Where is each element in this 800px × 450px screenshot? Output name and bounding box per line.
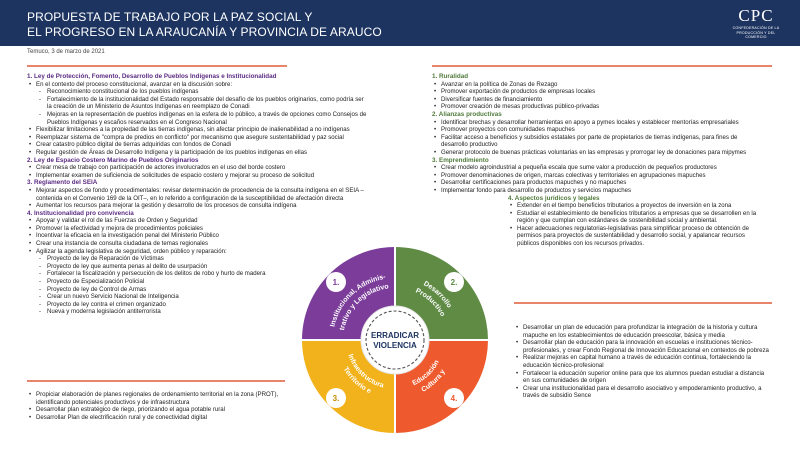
sub-list-item: - Fortalecer la fiscalización y persecución de los delitos de robo y hurto de madera [27,270,292,278]
divider-left-bottom [27,380,285,382]
culture-list [514,324,772,400]
header-bar [0,0,800,46]
list-item: • Apoyar y validar el rol de las Fuerzas de Orden y Seguridad [27,217,292,225]
list-item: • Identificar brechas y desarrollar herramientas en apoyo a pymes locales y establecer mentorías empresariales [432,119,760,127]
right-section-list-4 [508,202,760,248]
sub-list-item: - Crear un nuevo Servicio Nacional de Inteligencia [27,293,292,301]
divider-left-top [27,65,287,67]
wheel-q1-label-1: Institucional, Adminis- [329,273,387,328]
territory-list [27,391,292,421]
wheel-q3-number: 3. [332,394,340,403]
list-item: • Implementar fondo para desarrollo de productos y servicios mapuches [432,187,760,195]
right-section-4 [432,195,760,248]
strategy-wheel [300,245,490,435]
sub-list-item: - Fortalecimiento de la institucionalidad del Estado responsable del desafío de los pueblos originarios, como podría ser la creación de un Ministerio de Asuntos Indígenas en reemplazo de Conadi [27,96,367,111]
title-line-2: EL PROGRESO EN LA ARAUCANÍA Y PROVINCIA DE ARAUCO [27,25,382,39]
list-item: • Generar protocolo de buenas prácticas voluntarias en las empresas y prorrogar ley de donaciones para mipymes [432,149,760,157]
sub-list-item: - Proyecto de Especialización Policial [27,278,292,286]
wheel-q1-label-2: trativo y Legislativo [338,283,390,332]
wheel-q4-number: 4. [450,394,458,403]
right-section-title-1: 1. Ruralidad [432,73,469,80]
wheel-q3-label-2: Infraestructura [346,353,385,390]
culture-panel [514,324,772,400]
list-item: • Desarrollar un plan de educación para profundizar la integración de la historia y cultura mapuche en los establecimientos de educación preescolar, básica y media [514,324,772,339]
list-item: • Desarrollar certificaciones para productos mapuches y no mapuches [432,179,760,187]
list-item: • Facilitar acceso a beneficios y subsidios estatales por parte de propietarios de tierras indígenas, para fines de desarrollo productivo [432,134,760,149]
section-list-1 [27,81,367,157]
divider-right-top [432,65,772,67]
wheel-q4-label-1: Cultura y [420,368,447,394]
sub-list-item: - Proyecto de ley de Reparación de Víctimas [27,255,292,263]
sub-list-item: - Proyecto de ley de Control de Armas [27,286,292,294]
list-item: • Desarrollar plan estratégico de riego, priorizando el agua potable rural [27,406,292,414]
right-section-list-1 [432,81,760,111]
list-item: • Reemplazar sistema de "compra de predios en conflicto" por mecanismo que asegure sustentabilidad y paz social [27,134,367,142]
sub-list-item: - Reconocimiento constitucional de los pueblos indígenas [27,88,367,96]
right-panel [432,73,760,248]
wheel-q2-number: 2. [450,278,458,287]
list-item: • Mejorar aspectos de fondo y procedimentales: revisar determinación de procedencia de la consulta indígena en el SEIA –contenida en el Convenio 169 de la OIT–, en lo referido a configuración de la susceptibilidad de afectación directa [27,187,367,202]
list-item: • Promover exportación de productos de empresas locales [432,88,760,96]
list-item: • Crear una instancia de consulta ciudadana de temas regionales [27,240,292,248]
page-title [27,10,382,40]
logo-subtitle: CONFEDERACIÓN DE LA PRODUCCIÓN Y DEL COMERCIO [732,26,780,39]
list-item: • Crear modelo agroindustrial a pequeña escala que sume valor a producción de pequeños productores [432,164,760,172]
list-item: • Incentivar la eficacia en la investigación penal del Ministerio Público [27,232,292,240]
list-item: • Promover denominaciones de origen, marcas colectivas y territoriales en agrupaciones mapuches [432,172,760,180]
section-list-2 [27,164,367,179]
divider-right-mid [514,302,772,304]
wheel-center-line-1: ERRADICAR [371,331,419,340]
list-item: • Regular gestión de Áreas de Desarrollo Indígena y la participación de los pueblos indígenas en ellas [27,149,367,157]
sub-list-item: - Proyecto de ley contra el crimen organizado [27,301,292,309]
wheel-q4-label-2: Educación [411,359,441,388]
list-item: • Promover proyectos con comunidades mapuches [432,126,760,134]
list-item: • Propiciar elaboración de planes regionales de ordenamiento territorial en la zona (PROT), identificando potenciales productivos y de infraestructura [27,391,292,406]
list-item: • Crear una institucionalidad para el desarrollo asociativo y empoderamiento productivo, a través de subsidio Sence [514,385,772,400]
wheel-q3-label-1: Territorio e [341,366,372,396]
right-section-title-3: 3. Emprendimiento [432,156,489,164]
section-title-1: 1. Ley de Protección, Fomento, Desarrollo de Pueblos Indígenas e Institucionalidad [27,73,277,80]
list-item: • Hacer adecuaciones regulatorias-legislativas para simplificar proceso de obtención de permisos para proyectos de sustentabilidad y desarrollo social, y apalancar recursos públicos disponibles con los recursos privados. [508,225,760,248]
right-section-list-2 [432,119,760,157]
section-title-3: 3. Reglamento del SEIA [27,179,98,187]
list-item: • En el contexto del proceso constitucional, avanzar en la discusión sobre: [27,81,367,89]
logo-mark: CPC [738,6,774,25]
territory-panel [27,391,292,421]
list-item: • Agilizar la agenda legislativa de seguridad, orden público y reparación: [27,248,292,256]
list-item: • Crear catastro público digital de tierras adquiridas con fondos de Conadi [27,141,367,149]
sub-list-item: - Nueva y moderna legislación antiterrorista [27,308,292,316]
list-item: • Fortalecer la educación superior online para que los alumnos puedan estudiar a distancia en sus comunidades de origen [514,370,772,385]
list-item: • Avanzar en la política de Zonas de Rezago [432,81,760,89]
list-item: • Estudiar el establecimiento de beneficios tributarios a empresas que se desarrollen en la región y que cumplan con estándares de sostenibilidad social y ambiental. [508,210,760,225]
right-section-title-2: 2. Alianzas productivas [432,110,502,118]
section-title-2: 2. Ley de Espacio Costero Marino de Pueblos Originarios [27,156,199,164]
list-item: • Implementar examen de suficiencia de solicitudes de espacio costero y mejorar su proceso de solicitud [27,172,367,180]
section-list-4 [27,217,292,316]
cpc-logo [728,7,784,40]
list-item: • Realizar mejoras en capital humano a través de educación continua, fortaleciendo la educación técnico-profesional [514,354,772,369]
wheel-q2-label-2: Productivo [414,287,446,318]
list-item: • Extender en el tiempo beneficios tributarios a proyectos de inversión en la zona [508,202,760,210]
document-date: Temuco, 3 de marzo de 2021 [27,49,105,55]
list-item: • Promover creación de mesas productivas público-privadas [432,103,760,111]
list-item: • Desarrollar Plan de electrificación rural y de conectividad digital [27,414,292,422]
list-item: • Promover la efectividad y mejora de procedimientos policiales [27,225,292,233]
wheel-center-line-2: VIOLENCIA [373,341,417,350]
list-item: • Crear mesa de trabajo con participación de actores involucrados en el uso del borde costero [27,164,367,172]
section-list-3 [27,187,367,210]
right-section-list-3 [432,164,760,194]
list-item: • Flexibilizar limitaciones a la propiedad de las tierras indígenas, sin afectar principio de inalienabilidad a no indígenas [27,126,367,134]
wheel-q2-label-1: Desarrollo [422,280,453,310]
sub-list-item: - Mejoras en la representación de pueblos indígenas en la esfera de lo público, a través de opciones como Consejos de Pueblos Indígenas y escaños reservados en el Congreso Nacional [27,111,367,126]
list-item: • Aumentar los recursos para mejorar la gestión y desarrollo de los procesos de consulta indígena [27,202,367,210]
list-item: • Diversificar fuentes de financiamiento [432,96,760,104]
list-item: • Desarrollar plan de educación para la innovación en escuelas e instituciones técnico-profesionales, y crear Fondo Regional de Innovación Educacional en contextos de pobreza [514,339,772,354]
title-line-1: PROPUESTA DE TRABAJO POR LA PAZ SOCIAL Y [27,10,313,24]
right-section-title-4: 4. Aspectos jurídicos y legales [508,194,600,202]
wheel-q1-number: 1. [332,278,340,287]
sub-list-item: - Proyecto de ley que aumenta penas al delito de usurpación [27,263,292,271]
section-title-4: 4. Institucionalidad pro convivencia [27,209,134,217]
